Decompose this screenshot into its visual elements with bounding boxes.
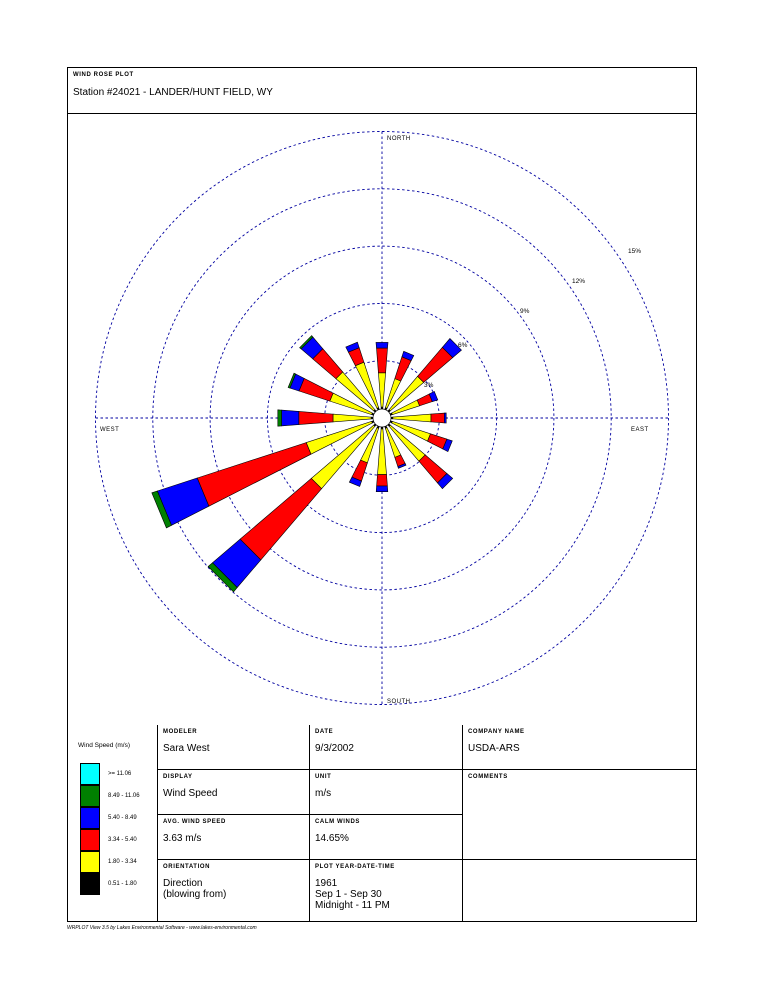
petal-s-bin-1 [378, 429, 387, 475]
legend-swatch [80, 785, 100, 807]
company-cell [463, 725, 696, 770]
orientation-cell [158, 860, 310, 922]
unit-cell [310, 770, 463, 815]
ring-label-9: 9% [520, 308, 530, 315]
legend-label: 1.80 - 3.34 [108, 859, 137, 865]
orientation-label: ORIENTATION [163, 864, 211, 870]
orientation-note: (blowing from) [163, 889, 227, 900]
petal-ssw-bin-1 [361, 428, 379, 463]
legend-swatch [80, 851, 100, 873]
petal-e-bin-1 [393, 414, 431, 422]
petal-s-bin-3 [376, 486, 388, 492]
ring-label-3: 3% [424, 382, 434, 389]
display-cell [158, 770, 310, 815]
petal-n-bin-2 [377, 348, 388, 373]
petal-w-bin-2 [299, 411, 333, 424]
date-label: DATE [315, 729, 334, 735]
display-value: Wind Speed [163, 788, 218, 799]
company-value: USDA-ARS [468, 743, 520, 754]
petal-w-bin-1 [333, 414, 371, 422]
plot-time-cell [310, 860, 463, 922]
direction-label-south: SOUTH [387, 699, 411, 705]
plot-frame [67, 67, 697, 922]
ring-label-12: 12% [572, 278, 586, 285]
direction-label-west: WEST [100, 427, 120, 433]
legend-label: 5.40 - 8.49 [108, 815, 137, 821]
plot-hours: Midnight - 11 PM [315, 900, 390, 911]
petal-e-bin-2 [431, 413, 444, 423]
legend-label: >= 11.06 [108, 771, 132, 777]
unit-label: UNIT [315, 774, 332, 780]
direction-label-east: EAST [631, 427, 649, 433]
date-value: 9/3/2002 [315, 743, 354, 754]
petal-n-bin-3 [376, 342, 388, 348]
legend-label: 3.34 - 5.40 [108, 837, 137, 843]
petal-wnw-bin-2 [299, 378, 333, 401]
plot-type-label: WIND ROSE PLOT [73, 72, 134, 78]
avg-speed-cell [158, 815, 310, 860]
plot-year: 1961 [315, 878, 338, 889]
plot-time-label: PLOT YEAR-DATE-TIME [315, 864, 395, 870]
calm-circle [373, 409, 391, 427]
legend-swatch [80, 807, 100, 829]
calm-winds-value: 14.65% [315, 833, 349, 844]
plot-header [68, 68, 696, 114]
petal-nne-bin-2 [395, 357, 411, 381]
legend-label: 0.51 - 1.80 [108, 881, 137, 887]
direction-label-north: NORTH [387, 136, 411, 142]
petal-n-bin-1 [378, 373, 385, 407]
modeler-label: MODELER [163, 729, 198, 735]
comments-label: COMMENTS [468, 774, 508, 780]
ring-label-15: 15% [628, 248, 642, 255]
wind-rose-chart [68, 113, 696, 725]
software-credit: WRPLOT View 3.5 by Lakes Environmental Software - www.lakes-environmental.com [67, 925, 257, 931]
calm-winds-label: CALM WINDS [315, 819, 360, 825]
petal-w-bin-4 [278, 410, 282, 426]
unit-value: m/s [315, 788, 332, 799]
modeler-value: Sara West [163, 743, 210, 754]
station-title: Station #24021 - LANDER/HUNT FIELD, WY [73, 87, 273, 98]
petal-sw-bin-2 [240, 478, 322, 560]
legend-swatch [80, 763, 100, 785]
company-label: COMPANY NAME [468, 729, 525, 735]
legend-panel [68, 725, 158, 922]
display-label: DISPLAY [163, 774, 193, 780]
orientation-value: Direction [163, 878, 203, 889]
plot-dates: Sep 1 - Sep 30 [315, 889, 382, 900]
legend-label: 8.49 - 11.06 [108, 793, 140, 799]
petal-e-bin-3 [444, 413, 446, 423]
legend-swatch [80, 873, 100, 895]
calm-winds-cell [310, 815, 463, 860]
legend-title: Wind Speed (m/s) [78, 742, 131, 749]
petal-w-bin-3 [282, 410, 299, 426]
comments-cell [463, 770, 696, 860]
legend-swatch [80, 829, 100, 851]
blank-cell [463, 860, 696, 922]
avg-speed-label: AVG. WIND SPEED [163, 819, 226, 825]
ring-label-6: 6% [458, 342, 468, 349]
avg-speed-value: 3.63 m/s [163, 833, 202, 844]
petal-s-bin-2 [377, 475, 388, 486]
date-cell [310, 725, 463, 770]
modeler-cell [158, 725, 310, 770]
